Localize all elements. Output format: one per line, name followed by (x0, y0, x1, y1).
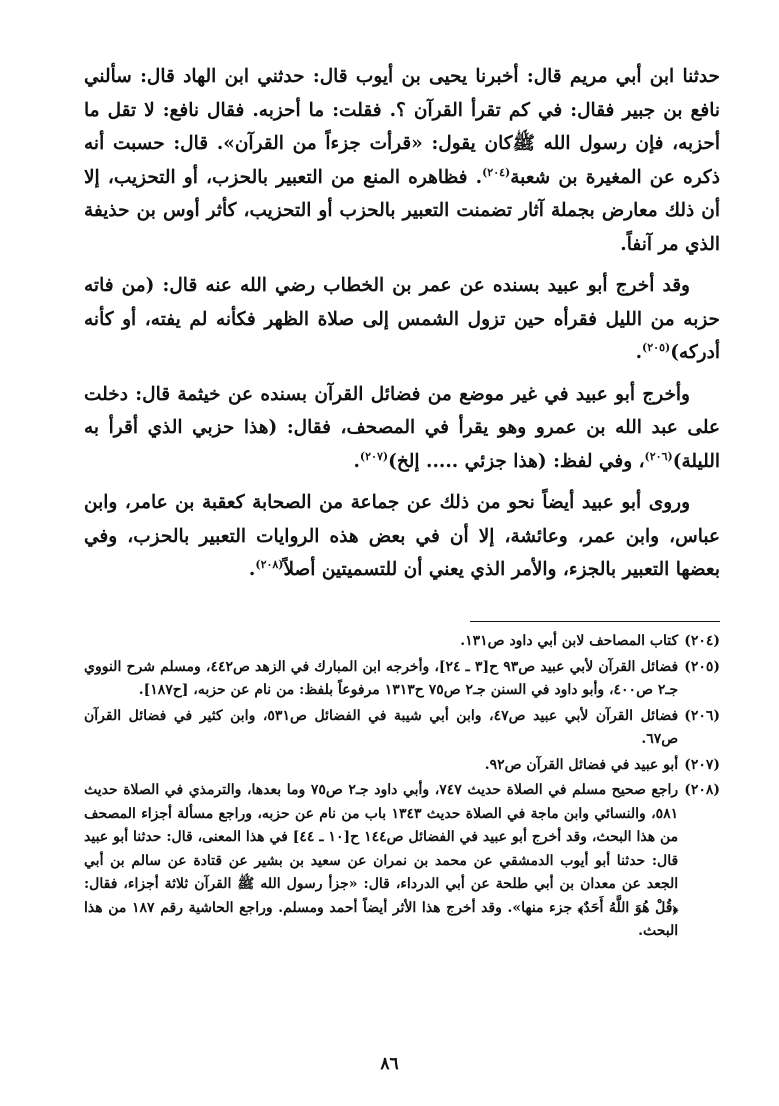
footnote-208 (84, 779, 720, 944)
footnote-ref-208[interactable]: (٢٠٨) (255, 557, 284, 571)
paragraph-4: وروى أبو عبيد أيضاً نحو من ذلك عن جماعة من الصحابة كعقبة بن عامر، وابن عباس، وابن عمر، وعائشة، إلا أن في بعض هذه الروايات التعبير بالحزب، وفي بعضها التعبير بالجزء، والأمر الذي يعني أن للتسميتين أصلاً$^{(٢٠٨)}$. (84, 492, 720, 580)
footnote-207 (84, 754, 720, 778)
paragraph-1: حدثنا ابن أبي مريم قال: أخبرنا يحيى بن أيوب قال: حدثني ابن الهاد قال: سألني نافع بن جبير فقال: في كم تقرأ القرآن ؟. فقلت: ما أحزبه. فقال نافع: لا تقل ما أحزبه، فإن رسول الله ﷺكان يقول: «قرأت جزءاً من القرآن». قال: حسبت أنه ذكره عن المغيرة بن شعبة$^{(٢٠٤)}$. فظاهره المنع من التعبير بالحزب، أو التحزيب، إلا أن ذلك معارض بجملة آثار تضمنت التعبير بالحزب أو التحزيب، كأثر أوس بن حذيفة الذي مر آنفاً. (84, 66, 720, 255)
footnote-number: (٢٠٧) (684, 756, 720, 773)
paragraph-2: وقد أخرج أبو عبيد بسنده عن عمر بن الخطاب رضي الله عنه قال: (من فاته حزبه من الليل فقرأه حين تزول الشمس إلى صلاة الظهر فكأنه لم يفته، أو كأنه أدركه)$^{(٢٠٥)}$. (84, 275, 720, 363)
footnote-text: فضائل القرآن لأبي عبيد ص٤٧، وابن أبي شيبة في الفضائل ص٥٣١، وابن كثير في فضائل القرآن ص٦٧. (84, 707, 679, 747)
footnote-text: راجع صحيح مسلم في الصلاة حديث ٧٤٧، وأبي داود جـ٢ ص٧٥ وما بعدها، والترمذي في الصلاة حديث ٥٨١، والنسائي وابن ماجة في الصلاة حديث ١٣٤٣ باب من نام عن حزبه، وراجع مسألة أجزاء المصحف من هذا البحث، وقد أخرج أبو عبيد في الفضائل ص١٤٤ ح[١٠ ـ ٤٤] في هذا المعنى، قال: حدثنا أبو عبيد قال: حدثنا أبو أيوب الدمشقي عن محمد بن نمران عن سعيد بن بشير عن قتادة عن سالم بن أبي الجعد عن معدان بن أبي طلحة عن أبي الدرداء، قال: «جزأ رسول الله ﷺ القرآن ثلاثة أجزاء، فقال: ﴿قُلْ هُوَ اللَّهُ أَحَدٌ﴾ جزء منها». وقد أخرج هذا الأثر أيضاً أحمد ومسلم. وراجع الحاشية رقم ١٨٧ من هذا البحث. (84, 782, 679, 939)
footnote-divider (470, 621, 720, 622)
footnote-206 (84, 705, 720, 752)
footnote-number: (٢٠٥) (684, 658, 720, 675)
footnote-204 (84, 630, 720, 654)
footnote-ref-204[interactable]: (٢٠٤) (482, 165, 511, 179)
footnote-number: (٢٠٤) (684, 633, 720, 649)
footnote-ref-205[interactable]: (٢٠٥) (642, 340, 671, 354)
footnote-text: فضائل القرآن لأبي عبيد ص٩٣ ح[٣ ـ ٢٤]، وأخرجه ابن المبارك في الزهد ص٤٤٢، ومسلم شرح النووي جـ٢ ص٤٠٠، وأبو داود في السنن جـ٢ ص٧٥ ح١٣١٣ مرفوعاً بلفظ: من نام عن حزبه، [ح١٨٧]. (84, 658, 679, 698)
footnote-number: (٢٠٨) (684, 782, 720, 798)
footnote-number: (٢٠٦) (684, 707, 720, 724)
footnote-205 (84, 656, 720, 703)
main-text (84, 60, 720, 595)
footnote-text: كتاب المصاحف لابن أبي داود ص١٣١. (460, 633, 679, 649)
paragraph-3: وأخرج أبو عبيد في غير موضع من فضائل القرآن بسنده عن خيثمة قال: دخلت على عبد الله بن عمرو وهو يقرأ في المصحف، فقال: (هذا حزبي الذي أقرأ به الليلة)$^{(٢٠٦)}$، وفي لفظ: (هذا جزئي ..... إلخ)$^{(٢٠٧)}$. (84, 383, 720, 472)
footnotes (84, 630, 720, 946)
footnote-ref-206[interactable]: (٢٠٦) (644, 449, 673, 463)
footnote-ref-207[interactable]: (٢٠٧) (359, 449, 389, 463)
footnote-text: أبو عبيد في فضائل القرآن ص٩٢. (484, 756, 679, 773)
page-number: ٨٦ (380, 1054, 399, 1074)
